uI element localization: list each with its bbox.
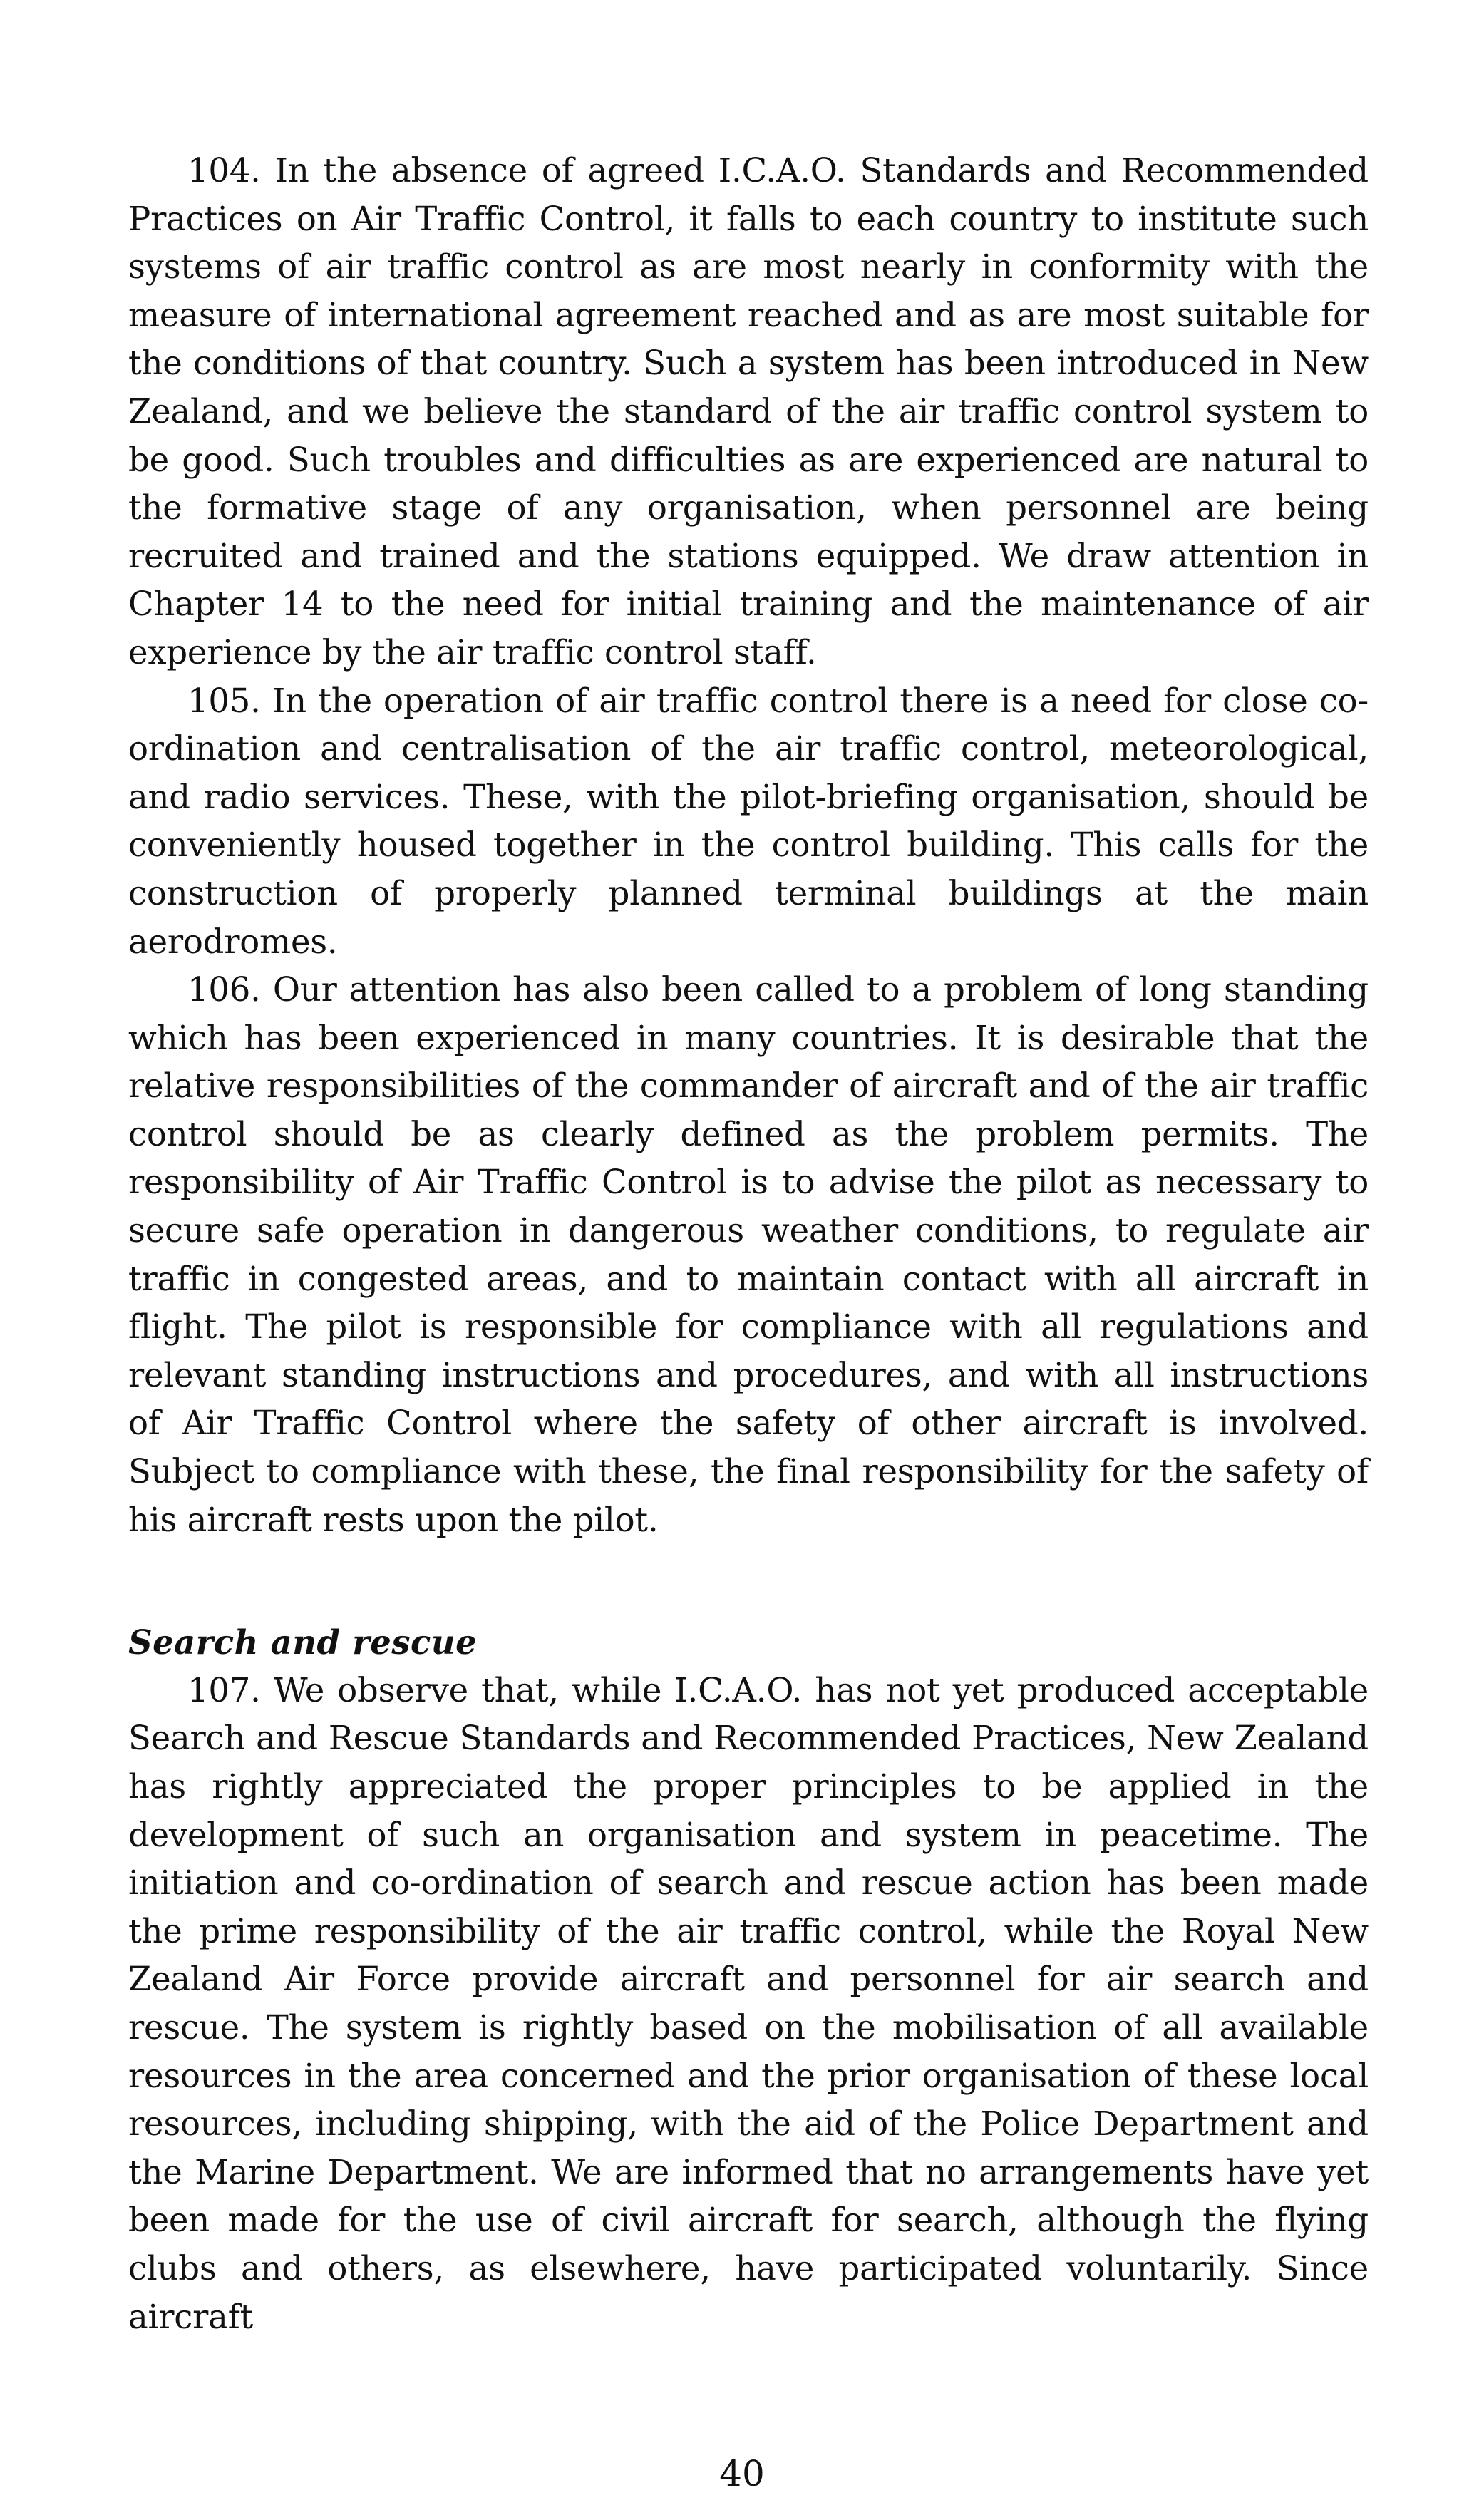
paragraph-106: 106. Our attention has also been called to a problem of long standing which has been experienced in many countries. It is desirable that the relative responsibilities of the commander of aircraft and of the air traffic control should be as clearly defined as the problem permits. The responsibility of Air Traffic Control is to advise the pilot as necessary to secure safe operation in dangerous weather conditions, to regulate air traffic in congested areas, and to maintain contact with all aircraft in flight. The pilot is responsible for compliance with all regulations and relevant standing instructions and procedures, and with all instructions of Air Traffic Control where the safety of other aircraft is involved. Subject to compliance with these, the final responsibility for the safety of his aircraft rests upon the pilot. — [128, 970, 1369, 1539]
page-number: 40 — [719, 2453, 765, 2494]
paragraph-104: 104. In the absence of agreed I.C.A.O. Standards and Recommended Practices on Air Traffic Control, it falls to each country to institute such systems of air traffic control as are most nearly in conformity with the measure of international agreement reached and as are most suitable for the conditions of that country. Such a system has been introduced in New Zealand, and we believe the standard of the air traffic control system to be good. Such troubles and difficulties as are experienced are natural to the formative stage of any organisation, when personnel are being recruited and trained and the stations equipped. We draw attention in Chapter 14 to the need for initial training and the maintenance of air experience by the air traffic control staff. — [128, 151, 1369, 672]
paragraph-107: 107. We observe that, while I.C.A.O. has not yet produced acceptable Search and Rescue Standards and Recommended Practices, New Zealand has rightly appreciated the proper principles to be applied in the development of such an organisation and system in peacetime. The initiation and co-ordination of search and rescue action has been made the prime responsibility of the air traffic control, while the Royal New Zealand Air Force provide aircraft and personnel for air search and rescue. The system is rightly based on the mobilisation of all available resources in the area concerned and the prior organisation of these local resources, including shipping, with the aid of the Police Department and the Marine Department. We are informed that no arrangements have yet been made for the use of civil aircraft for search, although the flying clubs and others, as elsewhere, have participated voluntarily. Since aircraft — [128, 1670, 1369, 2336]
document-page — [128, 147, 1369, 2341]
section-heading-search-and-rescue: Search and rescue — [128, 1622, 478, 1662]
paragraph-105: 105. In the operation of air traffic control there is a need for close co-ordination and centralisation of the air traffic control, meteorological, and radio services. These, with the pilot-briefing organisation, should be conveniently housed together in the control building. This calls for the construction of properly planned terminal buildings at the main aerodromes. — [128, 681, 1369, 961]
